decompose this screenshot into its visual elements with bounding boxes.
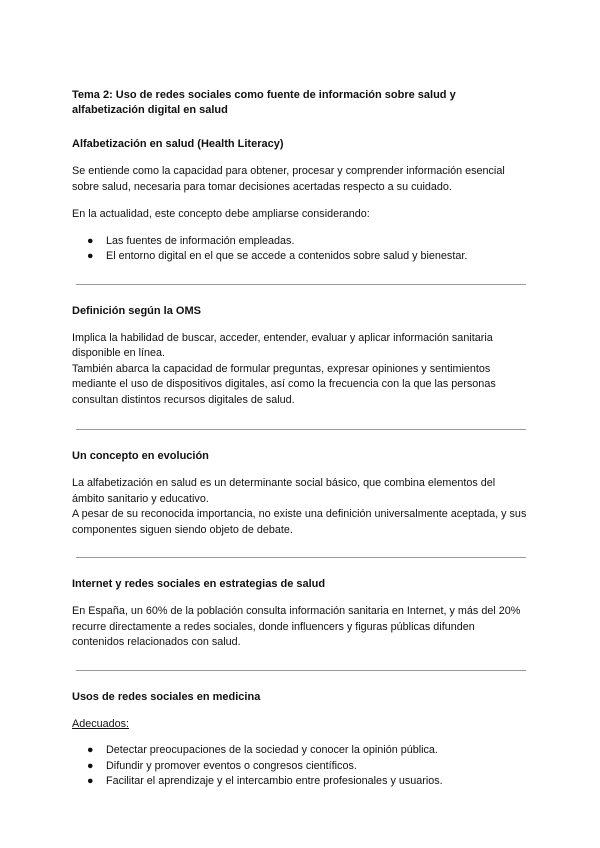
list-item bbox=[72, 774, 528, 790]
section-heading-internet-social: Internet y redes sociales en estrategias de salud bbox=[72, 578, 326, 590]
document-page bbox=[72, 88, 528, 790]
bullet-list bbox=[72, 234, 528, 265]
document-title: Tema 2: Uso de redes sociales como fuente de información sobre salud y alfabetización digital en salud bbox=[72, 89, 456, 116]
paragraph: También abarca la capacidad de formular preguntas, expresar opiniones y sentimientos mediante el uso de dispositivos digitales, así como la frecuencia con la que las personas consultan distintos recursos digitales de salud. bbox=[72, 362, 496, 406]
list-item bbox=[72, 249, 528, 265]
list-item bbox=[72, 743, 528, 759]
section-heading-evolving-concept: Un concepto en evolución bbox=[72, 450, 209, 462]
sublabel-appropriate: Adecuados: bbox=[72, 717, 130, 730]
list-item bbox=[72, 234, 528, 250]
paragraph: En España, un 60% de la población consulta información sanitaria en Internet, y más del 20% recurre directamente a redes sociales, donde influencers y figuras públicas difunden contenidos relacionados con salud. bbox=[72, 605, 521, 648]
list-item-text: Detectar preocupaciones de la sociedad y conocer la opinión pública. bbox=[106, 744, 438, 756]
bullet-list bbox=[72, 743, 528, 790]
paragraph: A pesar de su reconocida importancia, no existe una definición universalmente aceptada, y sus componentes siguen siendo objeto de debate. bbox=[72, 508, 527, 536]
bullet-icon: ● bbox=[87, 759, 94, 772]
paragraph: Implica la habilidad de buscar, acceder, entender, evaluar y aplicar información sanitaria disponible en línea. bbox=[72, 331, 493, 359]
list-item bbox=[72, 759, 528, 775]
paragraph: Se entiende como la capacidad para obtener, procesar y comprender información esencial sobre salud, necesaria para tomar decisiones acertadas respecto a su cuidado. bbox=[72, 165, 505, 193]
section-heading-oms-definition: Definición según la OMS bbox=[72, 304, 201, 317]
section-divider bbox=[76, 429, 526, 430]
paragraph: La alfabetización en salud es un determinante social básico, que combina elementos del ámbito sanitario y educativo. bbox=[72, 477, 496, 505]
paragraph: En la actualidad, este concepto debe ampliarse considerando: bbox=[72, 208, 370, 220]
section-heading-medicine-uses: Usos de redes sociales en medicina bbox=[72, 690, 261, 703]
section-divider bbox=[76, 670, 526, 671]
list-item-text: El entorno digital en el que se accede a contenidos sobre salud y bienestar. bbox=[106, 250, 468, 262]
section-divider bbox=[76, 557, 526, 558]
bullet-icon: ● bbox=[87, 234, 94, 247]
bullet-icon: ● bbox=[87, 775, 94, 787]
section-heading-health-literacy: Alfabetización en salud (Health Literacy) bbox=[72, 138, 284, 150]
section-divider bbox=[76, 284, 526, 285]
list-item-text: Facilitar el aprendizaje y el intercambio entre profesionales y usuarios. bbox=[106, 775, 443, 787]
bullet-icon: ● bbox=[87, 250, 94, 262]
list-item-text: Las fuentes de información empleadas. bbox=[106, 234, 295, 247]
list-item-text: Difundir y promover eventos o congresos científicos. bbox=[106, 759, 357, 772]
bullet-icon: ● bbox=[87, 744, 94, 756]
